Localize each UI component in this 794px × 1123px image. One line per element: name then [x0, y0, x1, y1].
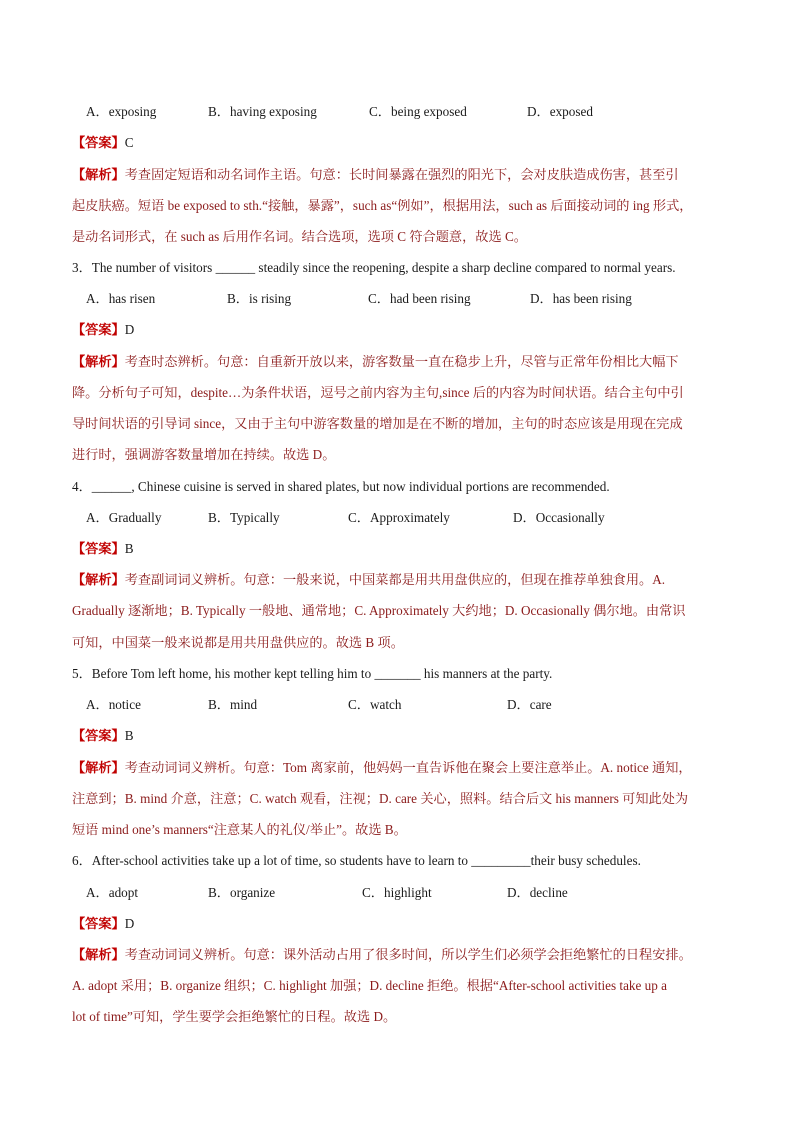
- answer-value: B: [124, 728, 134, 743]
- answer-label: 【答案】: [72, 322, 125, 337]
- q5-question: 5．Before Tom left home, his mother kept telling him to _______ his manners at the party.: [72, 666, 553, 681]
- analysis-text: 考查时态辨析。句意：自重新开放以来，游客数量一直在稳步上升，尽管与正常年份相比大幅下: [124, 354, 679, 369]
- q4-analysis-line-2: Gradually 逐渐地；B. Typically 一般地、通常地；C. Approximately 大约地；D. Occasionally 偶尔地。由常识: [72, 603, 686, 618]
- q3-answer: [72, 320, 732, 340]
- answer-label: 【答案】: [72, 728, 125, 743]
- q5-option-c: C．watch: [348, 697, 402, 712]
- q6-answer: [72, 914, 732, 934]
- q5-option-d: D．care: [507, 697, 552, 712]
- answer-label: 【答案】: [72, 541, 125, 556]
- q3-analysis-line-2: 降。分析句子可知，despite…为条件状语，逗号之前内容为主句,since 后的内容为时间状语。结合主句中引: [72, 385, 684, 400]
- q4-option-d: D．Occasionally: [513, 510, 605, 525]
- q4-answer: [72, 539, 732, 559]
- analysis-text: 考查动词词义辨析。句意：课外活动占用了很多时间，所以学生们必须学会拒绝繁忙的日程安排。: [124, 947, 692, 962]
- q2-answer: [72, 133, 732, 153]
- q3-option-b: B．is rising: [227, 291, 292, 306]
- analysis-text: 考查固定短语和动名词作主语。句意：长时间暴露在强烈的阳光下，会对皮肤造成伤害，甚至引: [124, 167, 679, 182]
- q4-question: 4．______, Chinese cuisine is served in shared plates, but now individual portions are recommended.: [72, 479, 610, 494]
- q5-option-a: A．notice: [86, 697, 141, 712]
- analysis-label: 【解析】: [72, 354, 125, 369]
- q3-question: 3．The number of visitors ______ steadily since the reopening, despite a sharp decline compared to normal years.: [72, 260, 676, 275]
- q5-analysis-line-2: 注意到；B. mind 介意，注意；C. watch 观看，注视；D. care 关心，照料。结合后文 his manners 可知此处为: [72, 791, 689, 806]
- q6-option-a: A．adopt: [86, 885, 139, 900]
- q6-option-c: C．highlight: [362, 885, 432, 900]
- answer-label: 【答案】: [72, 135, 125, 150]
- q3-option-d: D．has been rising: [530, 291, 632, 306]
- q2-analysis-line-1: [72, 165, 732, 185]
- q3-analysis-line-4: 进行时，强调游客数量增加在持续。故选 D。: [72, 447, 336, 462]
- analysis-label: 【解析】: [72, 760, 125, 775]
- q4-option-b: B．Typically: [208, 510, 280, 525]
- analysis-label: 【解析】: [72, 572, 125, 587]
- q6-option-b: B．organize: [208, 885, 276, 900]
- q3-option-a: A．has risen: [86, 291, 156, 306]
- q6-analysis-line-2: A. adopt 采用；B. organize 组织；C. highlight 加强；D. decline 拒绝。根据“After-school activities take up a: [72, 978, 668, 993]
- q3-analysis-line-1: [72, 352, 732, 372]
- q6-option-d: D．decline: [507, 885, 568, 900]
- answer-value: B: [124, 541, 134, 556]
- q3-option-c: C．had been rising: [368, 291, 471, 306]
- q2-analysis-line-2: 起皮肤癌。短语 be exposed to sth.“接触，暴露”，such as“例如”，根据用法，such as 后面接动词的 ing 形式，: [72, 198, 693, 213]
- q2-option-c: C．being exposed: [369, 104, 467, 119]
- analysis-label: 【解析】: [72, 947, 125, 962]
- q5-answer: [72, 726, 732, 746]
- q3-analysis-line-3: 导时间状语的引导词 since，又由于主句中游客数量的增加是在不断的增加，主句的时态应该是用现在完成: [72, 416, 683, 431]
- q6-analysis-line-3: lot of time”可知，学生要学会拒绝繁忙的日程。故选 D。: [72, 1009, 397, 1024]
- q5-analysis-line-3: 短语 mind one’s manners“注意某人的礼仪/举止”。故选 B。: [72, 822, 407, 837]
- q6-question: 6．After-school activities take up a lot of time, so students have to learn to _________their busy schedules.: [72, 853, 641, 868]
- q4-analysis-line-1: [72, 570, 732, 590]
- analysis-label: 【解析】: [72, 167, 125, 182]
- q4-option-c: C．Approximately: [348, 510, 450, 525]
- analysis-text: 考查动词词义辨析。句意：Tom 离家前，他妈妈一直告诉他在聚会上要注意举止。A. notice 通知，: [124, 760, 692, 775]
- q4-option-a: A．Gradually: [86, 510, 162, 525]
- answer-value: C: [124, 135, 134, 150]
- q2-option-b: B．having exposing: [208, 104, 317, 119]
- q2-option-d: D．exposed: [527, 104, 593, 119]
- analysis-text: 考查副词词义辨析。句意：一般来说，中国菜都是用共用盘供应的，但现在推荐单独食用。A.: [124, 572, 666, 587]
- q2-option-a: A．exposing: [86, 104, 157, 119]
- answer-value: D: [124, 322, 135, 337]
- q5-option-b: B．mind: [208, 697, 258, 712]
- q4-analysis-line-3: 可知，中国菜一般来说都是用共用盘供应的。故选 B 项。: [72, 635, 404, 650]
- answer-label: 【答案】: [72, 916, 125, 931]
- answer-value: D: [124, 916, 135, 931]
- q2-analysis-line-3: 是动名词形式，在 such as 后用作名词。结合选项，选项 C 符合题意，故选 C。: [72, 229, 527, 244]
- q6-analysis-line-1: [72, 945, 732, 965]
- q5-analysis-line-1: [72, 758, 732, 778]
